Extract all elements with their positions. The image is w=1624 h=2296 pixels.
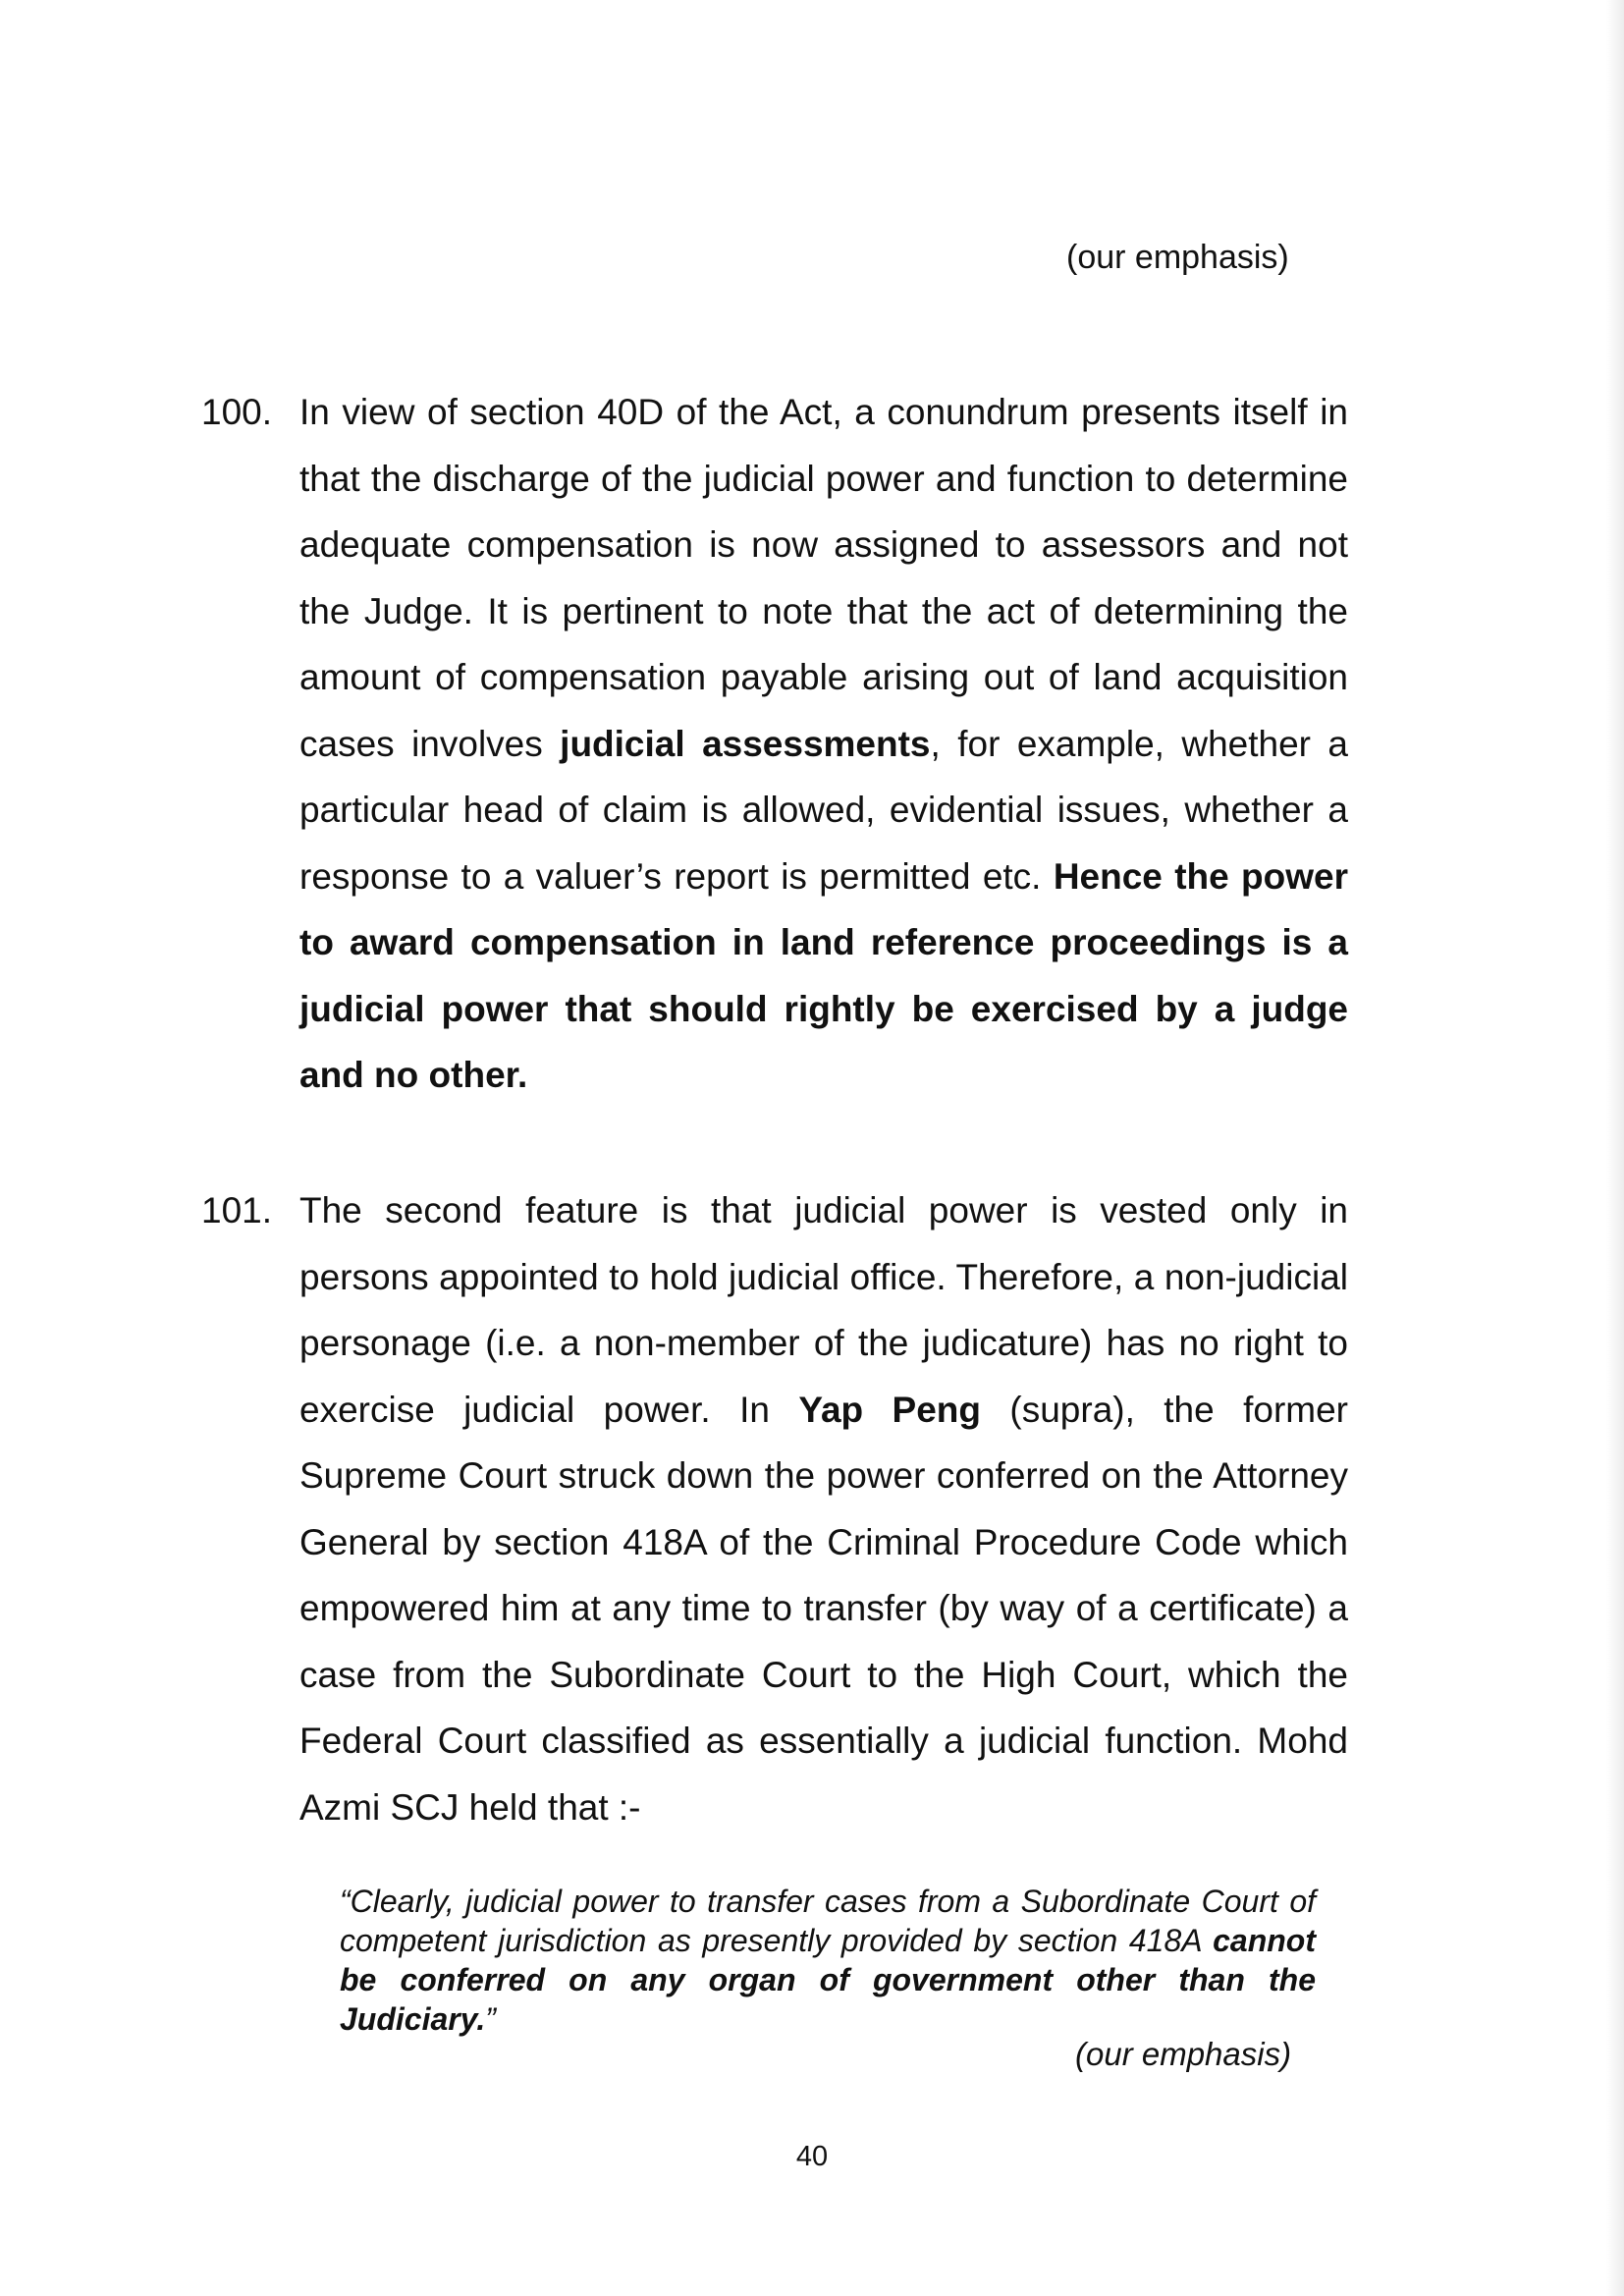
- bold-sentence-judicial-power: Hence the power to award compensation in land reference proceedings is a judicial power that should rightly be exercised by a judge and no other.: [299, 855, 1349, 1095]
- paragraph-text-segment: The second feature is that judicial power is vested only in persons appointed to hold judicial office. Therefore, a non-judicial personage (i.e. a non-member of the judicature) has no right to exercise judicial power. In: [299, 1190, 1348, 1430]
- case-name-yap-peng: Yap Peng: [798, 1389, 981, 1430]
- paragraph-text-segment: (supra), the former Supreme Court struck down the power conferred on the Attorney General by section 418A of the Criminal Procedure Code which empowered him at any time to transfer (by way of a certificate) a case from the Subordinate Court to the High Court, which the Federal Court classified as essentially a judicial function. Mohd Azmi SCJ held that :-: [299, 1389, 1348, 1828]
- paragraph-text: [299, 1177, 1348, 1840]
- quote-text: “Clearly, judicial power to transfer cases from a Subordinate Court of competent jurisdiction as presently provided by section 418A: [340, 1884, 1316, 1958]
- paragraph-text-segment: , for example, whether a particular head of claim is allowed, evidential issues, whether a response to a valuer’s report is permitted etc.: [299, 723, 1348, 897]
- paragraph-text-segment: In view of section 40D of the Act, a conundrum presents itself in that the discharge of the judicial power and function to determine adequate compensation is now assigned to assessors and not the Judge. It is pertinent to note that the act of determining the amount of compensation payable arising out of land acquisition cases involves: [299, 392, 1348, 764]
- block-quote: [340, 1882, 1316, 2039]
- bold-phrase-judicial-assessments: judicial assessments: [560, 723, 931, 764]
- page-edge-shadow: [1606, 0, 1624, 2296]
- page-number: 40: [795, 2141, 829, 2172]
- quote-bold-text: cannot be conferred on any organ of government other than the Judiciary.: [340, 1923, 1316, 2037]
- quote-closing-mark: ”: [485, 2001, 496, 2037]
- paragraph-text: [299, 379, 1348, 1109]
- paragraph-number: 100.: [201, 392, 273, 432]
- paragraph-100: [201, 379, 1348, 1109]
- paragraph-number: 101.: [201, 1190, 273, 1230]
- bottom-emphasis-note: (our emphasis): [1075, 2036, 1292, 2072]
- paragraph-101: [201, 1177, 1348, 1840]
- top-emphasis-note: (our emphasis): [1066, 239, 1289, 276]
